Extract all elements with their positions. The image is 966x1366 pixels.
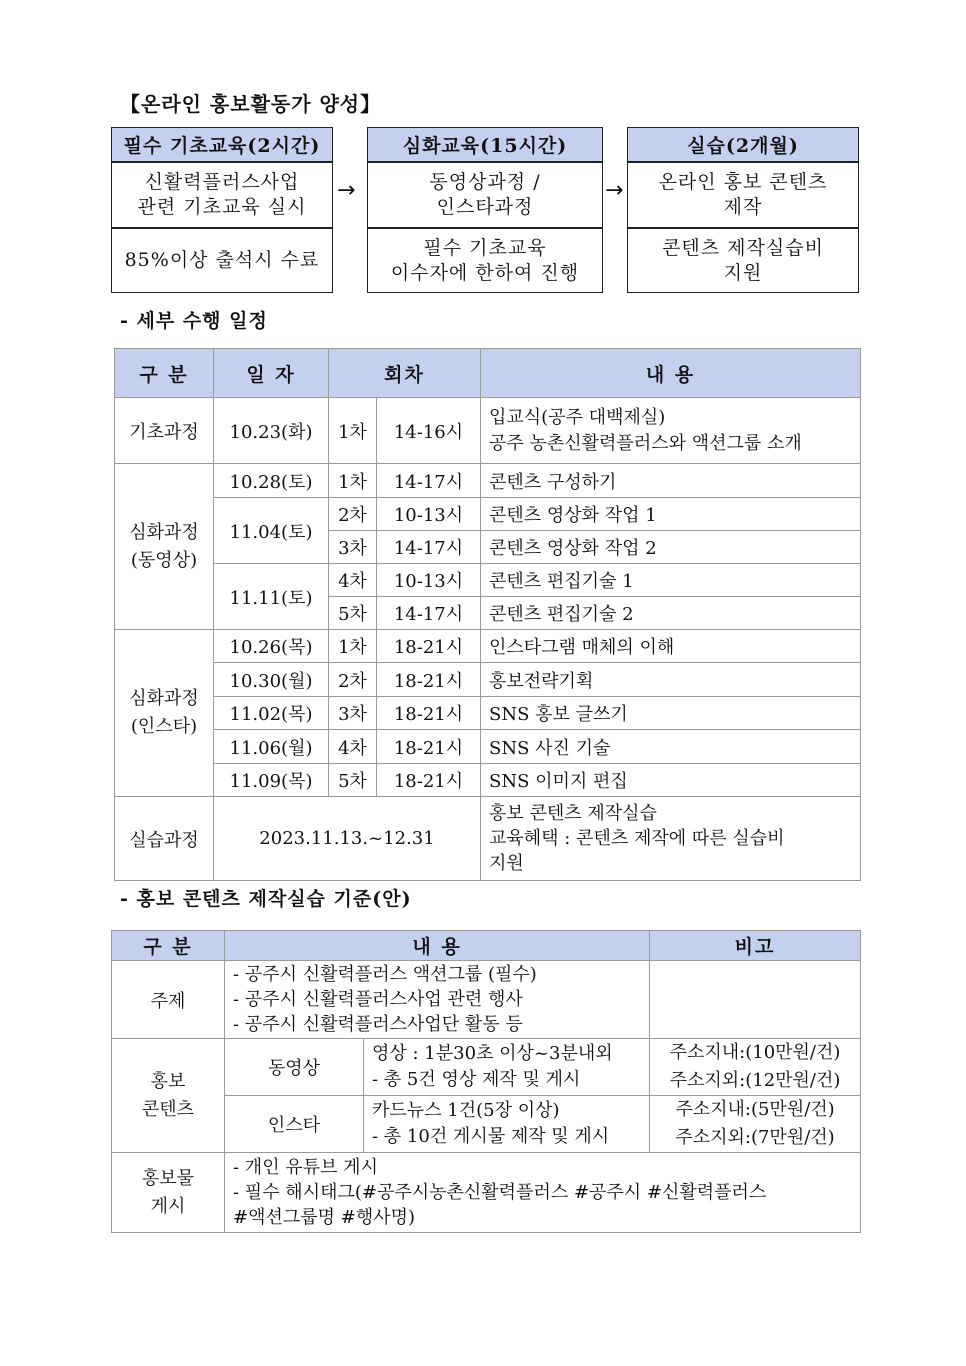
flow-box-advanced-desc: 동영상과정 / 인스타과정 (367, 162, 603, 228)
round-cell: 3차 (329, 531, 377, 564)
time-cell: 14-17시 (377, 464, 481, 498)
time-cell: 14-17시 (377, 597, 481, 630)
content-cell: SNS 이미지 편집 (481, 764, 861, 797)
flow-box-advanced-req: 필수 기초교육 이수자에 한하여 진행 (367, 228, 603, 293)
note-cell (650, 961, 861, 1039)
criteria-header-content: 내 용 (225, 931, 650, 961)
category-cell: 실습과정 (115, 797, 214, 881)
page-title: 【온라인 홍보활동가 양성】 (120, 92, 382, 116)
time-cell: 18-21시 (377, 730, 481, 764)
schedule-header-content: 내 용 (481, 349, 861, 398)
content-cell: SNS 사진 기술 (481, 730, 861, 764)
schedule-header-date: 일 자 (214, 349, 329, 398)
time-cell: 14-17시 (377, 531, 481, 564)
round-cell: 1차 (329, 464, 377, 498)
date-cell: 11.11(토) (214, 564, 329, 630)
date-cell: 11.06(월) (214, 730, 329, 764)
content-cell: 콘텐츠 편집기술 1 (481, 564, 861, 597)
content-cell: 홍보전략기획 (481, 663, 861, 697)
category-cell: 주제 (112, 961, 225, 1039)
content-cell: 콘텐츠 구성하기 (481, 464, 861, 498)
time-cell: 18-21시 (377, 697, 481, 730)
content-cell: 영상 : 1분30초 이상~3분내외 - 총 5건 영상 제작 및 게시 (364, 1039, 650, 1096)
round-cell: 2차 (329, 498, 377, 531)
table-row (115, 398, 861, 464)
table-row (115, 730, 861, 764)
type-cell: 동영상 (225, 1039, 364, 1096)
table-row (112, 1153, 861, 1233)
time-cell: 10-13시 (377, 498, 481, 531)
table-row (115, 663, 861, 697)
content-cell: 카드뉴스 1건(5장 이상) - 총 10건 게시물 제작 및 게시 (364, 1096, 650, 1153)
round-cell: 4차 (329, 564, 377, 597)
category-cell: 심화과정 (동영상) (115, 464, 214, 630)
content-cell: 콘텐츠 영상화 작업 2 (481, 531, 861, 564)
category-cell: 기초과정 (115, 398, 214, 464)
flow-box-basic-req: 85%이상 출석시 수료 (111, 228, 333, 293)
flow-box-practice-req: 콘텐츠 제작실습비 지원 (627, 228, 859, 293)
table-row (115, 564, 861, 597)
content-cell: SNS 홍보 글쓰기 (481, 697, 861, 730)
flow-header-advanced: 심화교육(15시간) (367, 127, 603, 162)
category-cell: 홍보 콘텐츠 (112, 1039, 225, 1153)
round-cell: 5차 (329, 764, 377, 797)
flow-arrow-2: → (605, 178, 624, 203)
table-row (115, 697, 861, 730)
content-cell: 입교식(공주 대백제실) 공주 농촌신활력플러스와 액션그룹 소개 (481, 398, 861, 464)
date-cell: 11.09(목) (214, 764, 329, 797)
type-cell: 인스타 (225, 1096, 364, 1153)
table-row (115, 630, 861, 663)
criteria-header-note: 비고 (650, 931, 861, 961)
round-cell: 4차 (329, 730, 377, 764)
note-cell: 주소지내:(5만원/건) 주소지외:(7만원/건) (650, 1096, 861, 1153)
schedule-header-round: 회차 (329, 349, 481, 398)
time-cell: 18-21시 (377, 663, 481, 697)
content-cell: - 공주시 신활력플러스 액션그룹 (필수) - 공주시 신활력플러스사업 관련 행사 - 공주시 신활력플러스사업단 활동 등 (225, 961, 650, 1039)
criteria-table (111, 930, 861, 1233)
round-cell: 1차 (329, 630, 377, 663)
flow-box-practice-desc: 온라인 홍보 콘텐츠 제작 (627, 162, 859, 228)
time-cell: 18-21시 (377, 630, 481, 663)
date-cell: 10.28(토) (214, 464, 329, 498)
date-cell: 10.26(목) (214, 630, 329, 663)
table-row (115, 764, 861, 797)
table-row (112, 1039, 861, 1096)
round-cell: 3차 (329, 697, 377, 730)
round-cell: 2차 (329, 663, 377, 697)
criteria-header-category: 구 분 (112, 931, 225, 961)
content-cell: 홍보 콘텐츠 제작실습 교육혜택 : 콘텐츠 제작에 따른 실습비 지원 (481, 797, 861, 881)
criteria-heading: - 홍보 콘텐츠 제작실습 기준(안) (120, 888, 412, 910)
category-cell: 심화과정 (인스타) (115, 630, 214, 797)
table-row (115, 498, 861, 531)
content-cell: 인스타그램 매체의 이해 (481, 630, 861, 663)
table-row (112, 961, 861, 1039)
time-cell: 18-21시 (377, 764, 481, 797)
round-cell: 1차 (329, 398, 377, 464)
date-cell: 11.02(목) (214, 697, 329, 730)
table-row (115, 464, 861, 498)
category-cell: 홍보물 게시 (112, 1153, 225, 1233)
flow-header-basic: 필수 기초교육(2시간) (111, 127, 333, 162)
date-cell: 10.30(월) (214, 663, 329, 697)
period-cell: 2023.11.13.~12.31 (214, 797, 481, 881)
round-cell: 5차 (329, 597, 377, 630)
date-cell: 11.04(토) (214, 498, 329, 564)
content-cell: - 개인 유튜브 게시 - 필수 해시태그(#공주시농촌신활력플러스 #공주시 #신활력플러스 #액션그룹명 #행사명) (225, 1153, 861, 1233)
schedule-table (114, 348, 861, 881)
table-row (112, 1096, 861, 1153)
flow-arrow-1: → (337, 178, 356, 203)
schedule-header-category: 구 분 (115, 349, 214, 398)
time-cell: 10-13시 (377, 564, 481, 597)
date-cell: 10.23(화) (214, 398, 329, 464)
table-row (115, 797, 861, 881)
note-cell: 주소지내:(10만원/건) 주소지외:(12만원/건) (650, 1039, 861, 1096)
time-cell: 14-16시 (377, 398, 481, 464)
flow-box-basic-desc: 신활력플러스사업 관련 기초교육 실시 (111, 162, 333, 228)
content-cell: 콘텐츠 편집기술 2 (481, 597, 861, 630)
schedule-heading: - 세부 수행 일정 (120, 310, 268, 332)
content-cell: 콘텐츠 영상화 작업 1 (481, 498, 861, 531)
flow-header-practice: 실습(2개월) (627, 127, 859, 162)
